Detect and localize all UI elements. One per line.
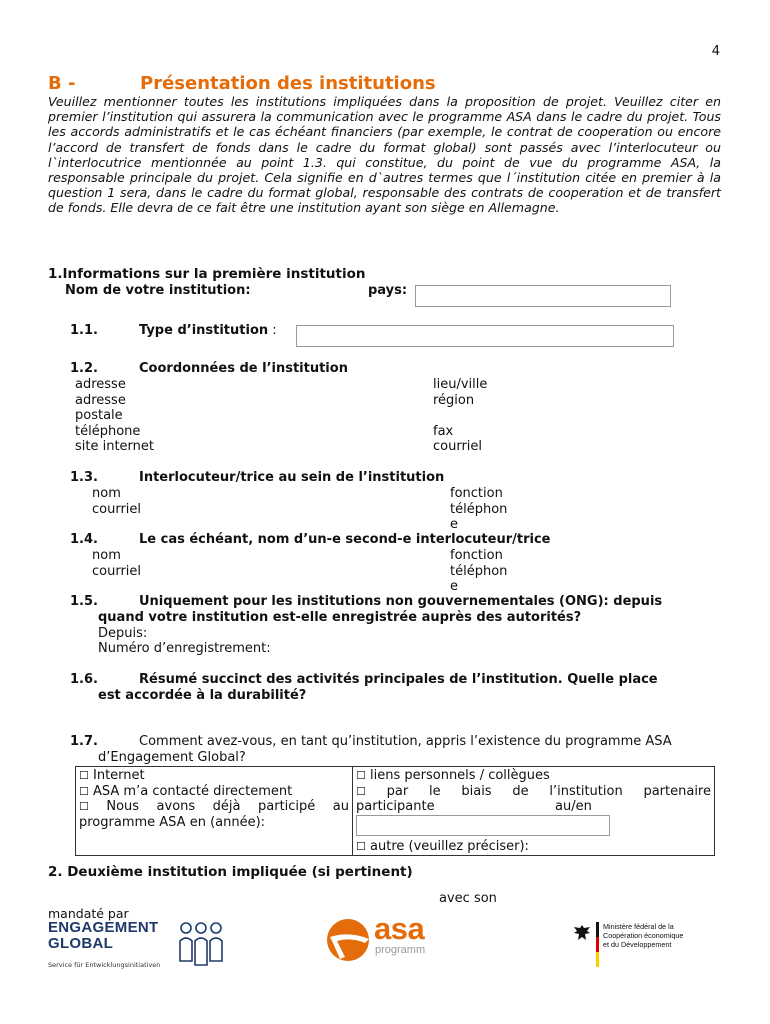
second-contact-nom-label: nom [92,548,121,563]
q1-3-right [450,486,507,533]
option-biais-line2 [356,799,711,815]
q1-7-line2: d’Engagement Global? [98,750,246,765]
option-internet[interactable] [79,768,349,784]
q1-1-number: 1.1. [70,323,98,338]
checkbox-icon[interactable]: ☐ [79,800,89,813]
q1-1-label: Type d’institution [139,323,269,338]
option-asa-contact-label: ASA m’a contacté directement [93,783,293,799]
checkbox-icon[interactable]: ☐ [79,769,89,782]
country-input[interactable] [415,285,671,307]
choices-left-column [76,767,353,856]
option-biais-label: par le biais de l’institution partenaire [386,783,711,799]
contact-courriel-label: courriel [92,501,142,517]
second-contact-telephone-label: téléphon [450,563,508,579]
second-contact-fonction-label: fonction [450,548,503,563]
label-adresse: adresse [75,377,126,392]
page-number: 4 [711,44,720,59]
eg-tagline: Service für Entwicklungsinitiativen [48,961,161,969]
label-site-internet: site internet [75,439,155,454]
federal-eagle-icon [572,923,592,943]
option-biais[interactable] [356,784,711,800]
q1-5-line2: quand votre institution est-elle enregistrée auprès des autorités? [98,610,582,625]
mandate-text: mandaté par [48,906,129,921]
institution-type-input[interactable] [296,325,674,347]
contact-telephone-label: téléphon [450,501,508,517]
q1-2-left-labels [75,377,154,455]
label-adresse-postale-1: adresse [75,392,126,408]
contact-nom-label: nom [92,486,121,501]
asa-logo-subtext: programm [375,944,426,956]
q1-4-left [92,548,141,579]
label-fax: fax [433,423,454,439]
q1-5-numero: Numéro d’enregistrement: [98,641,271,656]
asa-logo-icon [325,917,373,963]
contact-fonction-label: fonction [450,486,503,501]
option-biais-participante: participante [356,799,435,814]
option-participe-label: Nous avons déjà participé au [106,799,349,814]
section-letter: B - [48,73,76,94]
option-participe-line2: programme ASA en (année): [79,814,266,830]
q2-heading: 2. Deuxième institution impliquée (si pertinent) [48,864,413,880]
bmz-line1: Ministère fédéral de la [603,922,674,931]
checkbox-icon[interactable]: ☐ [356,839,366,853]
q1-3-left [92,486,141,517]
q1-country-label: pays: [368,283,408,298]
q1-6-line1: Résumé succinct des activités principales de l’institution. Quelle place [139,672,658,687]
second-contact-courriel-label: courriel [92,563,142,579]
q1-3-label: Interlocuteur/trice au sein de l’institution [139,470,445,485]
q1-3-number: 1.3. [70,470,98,485]
q1-5-line1: Uniquement pour les institutions non gouvernementales (ONG): depuis [139,594,663,609]
engagement-global-people-icon [178,921,224,967]
bmz-logo-text [603,922,683,949]
q1-1-label-wrap [139,323,277,338]
german-flag-bar [596,922,599,967]
section-intro: Veuillez mentionner toutes les institutions impliquées dans la proposition de projet. Veuillez citer en premier l’institution qui assurera la communication avec le programme ASA dans le cadre du projet. Tous les accords administratifs et le cas échéant financiers (par exemple, le contrat de cooperation ou encore l’accord de transfert de fonds dans le cadre du format global) sont passés avec l’interlocuteur ou l`interlocutrice mentionnée au point 1.3. qui constitue, du point de vue du programme ASA, la responsable principale du projet. Cela signifie en d`autres termes que l´institution citée en premier à la question 1 sera, dans le cadre du format global, responsable des contrats de cooperation et de transfert de fonds. Elle devra de ce fait être une institution ayant son siège en Allemagne. [48,94,721,216]
label-region: région [433,392,475,408]
choices-right-column [353,767,715,856]
q1-5-depuis: Depuis: [98,626,148,641]
eg-line2: GLOBAL [48,935,114,952]
option-biais-au-en: au/en [555,799,592,814]
q1-5-number: 1.5. [70,594,98,609]
label-telephone: téléphone [75,423,141,439]
asa-logo-text: asa [374,911,425,946]
q1-6-number: 1.6. [70,672,98,687]
source-choices-table [75,766,715,856]
label-lieu-ville: lieu/ville [433,377,488,392]
partner-institution-input[interactable] [356,815,610,836]
checkbox-icon[interactable]: ☐ [356,784,366,798]
option-participe[interactable] [79,799,349,815]
q1-2-right-labels [433,377,487,455]
option-asa-contact[interactable] [79,784,349,800]
eg-line1: ENGAGEMENT [48,919,159,936]
avec-son-text: avec son [439,891,497,906]
q1-4-number: 1.4. [70,532,98,547]
bmz-line2: Coopération économique [603,931,684,940]
q1-6-line2: est accordée à la durabilité? [98,688,307,703]
section-title [48,73,436,94]
q1-7-line1: Comment avez-vous, en tant qu’institution, appris l’existence du programme ASA [139,734,672,749]
option-liens[interactable] [356,768,711,784]
second-contact-telephone-label-e: e [450,579,458,594]
q1-4-right [450,548,507,595]
q1-2-label: Coordonnées de l’institution [139,361,348,376]
label-courriel: courriel [433,439,483,454]
bmz-line3: et du Développement [603,940,672,949]
q1-name-label: Nom de votre institution: [65,283,251,298]
option-autre[interactable] [356,839,711,855]
section-title-text: Présentation des institutions [140,73,436,94]
engagement-global-logo [48,920,159,952]
q1-4-label: Le cas échéant, nom d’un-e second-e interlocuteur/trice [139,532,551,547]
option-autre-label: autre (veuillez préciser): [370,838,529,854]
q1-1-colon: : [268,323,277,338]
q1-2-number: 1.2. [70,361,98,376]
checkbox-icon[interactable]: ☐ [356,769,366,782]
option-internet-label: Internet [93,768,145,783]
label-adresse-postale-2: postale [75,408,123,423]
option-liens-label: liens personnels / collègues [370,768,550,783]
contact-telephone-label-e: e [450,517,458,532]
checkbox-icon[interactable]: ☐ [79,784,89,798]
q1-7-number: 1.7. [70,734,98,749]
q1-heading: 1.Informations sur la première institution [48,266,366,282]
